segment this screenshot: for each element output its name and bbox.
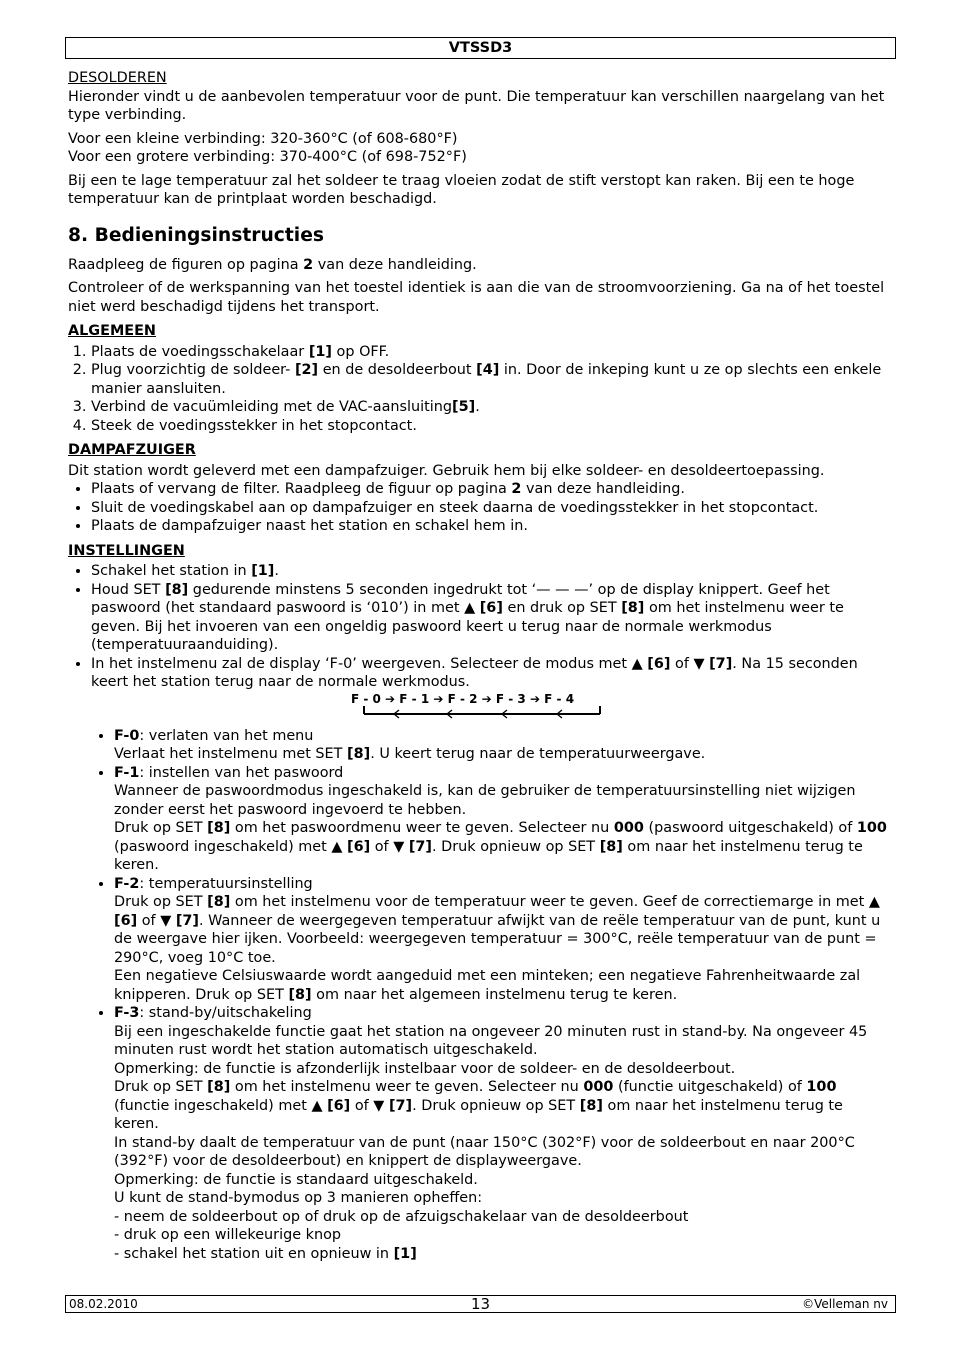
desolderen-warning: Bij een te lage temperatuur zal het soldeer te traag vloeien zodat de stift verstopt kan raken. Bij een te hoge temperatuur kan de printplaat worden beschadigd.	[68, 172, 855, 207]
list-item: • Schakel het station in [1].	[91, 562, 888, 581]
section-title: 8. Bedieningsinstructies	[68, 224, 324, 246]
dampafzuiger-heading: DAMPAFZUIGER	[68, 442, 196, 458]
temp-small: Voor een kleine verbinding: 320-360°C (of 608-680°F)	[68, 130, 458, 147]
desolderen-heading: DESOLDEREN	[68, 70, 167, 86]
list-item: • Sluit de voedingskabel aan op dampafzuiger en steek daarna de voedingsstekker in het stopcontact.	[91, 499, 888, 518]
algemeen-heading: ALGEMEEN	[68, 323, 156, 339]
dampafzuiger-list	[68, 480, 888, 536]
dampafzuiger-intro: Dit station wordt geleverd met een dampafzuiger. Gebruik hem bij elke soldeer- en desoldeertoepassing.	[68, 462, 825, 479]
list-item: 3. Verbind de vacuümleiding met de VAC-aansluiting[5].	[91, 398, 888, 417]
menu-flow-svg	[347, 691, 617, 725]
list-item: • In het instelmenu zal de display ‘F-0’ weergeven. Selecteer de modus met ▲ [6] of ▼ [7]. Na 15 seconden keert het station terug naar de normale werkmodus.	[91, 655, 888, 692]
settings-menu-list	[68, 727, 888, 1264]
desolderen-intro: Hieronder vindt u de aanbevolen temperatuur voor de punt. Die temperatuur kan verschillen naargelang van het type verbinding.	[68, 88, 885, 123]
menu-f0: • F-0: verlaten van het menu Verlaat het instelmenu met SET [8]. U keert terug naar de temperatuurweergave.	[114, 727, 888, 764]
return-arrows	[364, 706, 600, 714]
list-item: • Plaats of vervang de filter. Raadpleeg de figuur op pagina 2 van deze handleiding.	[91, 480, 888, 499]
page-content	[68, 69, 888, 1263]
menu-flow-diagram	[68, 693, 888, 727]
list-item: 4. Steek de voedingsstekker in het stopcontact.	[91, 417, 888, 436]
footer-copyright: ©Velleman nv	[802, 1297, 888, 1311]
list-item: 1. Plaats de voedingsschakelaar [1] op OFF.	[91, 343, 888, 362]
instellingen-list	[68, 562, 888, 692]
desolderen-temps	[68, 130, 888, 167]
footer-date: 08.02.2010	[69, 1297, 138, 1311]
menu-f1: • F-1: instellen van het paswoord Wanneer de paswoordmodus ingeschakeld is, kan de gebruiker de temperatuursinstelling niet wijzigen zonder eerst het paswoord ingevoerd te hebben. Druk op SET [8] om het paswoordmenu weer te geven. Selecteer nu 000 (paswoord uitgeschakeld) of 100 (paswoord ingeschakeld) met ▲ [6] of ▼ [7]. Druk opnieuw op SET [8] om naar het instelmenu terug te keren.	[114, 764, 888, 875]
list-item: 2. Plug voorzichtig de soldeer- [2] en de desoldeerbout [4] in. Door de inkeping kunt u ze op slechts een enkele manier aansluiten.	[91, 361, 888, 398]
list-item: • Houd SET [8] gedurende minstens 5 seconden ingedrukt tot ‘— — —’ op de display knippert. Geef het paswoord (het standaard paswoord is ‘010’) in met ▲ [6] en druk op SET [8] om het instelmenu weer te geven. Bij het invoeren van een ongeldig paswoord keert u terug naar de normale werkmodus (temperatuuraanduiding).	[91, 581, 888, 655]
document-footer	[65, 1295, 896, 1313]
section-intro: Raadpleeg de figuren op pagina 2 van deze handleiding.	[68, 256, 477, 273]
header-title: VTSSD3	[448, 40, 513, 56]
menu-flow-label: F - 0 ➔ F - 1 ➔ F - 2 ➔ F - 3 ➔ F - 4	[351, 691, 575, 706]
temp-large: Voor een grotere verbinding: 370-400°C (of 698-752°F)	[68, 149, 467, 165]
menu-f2: • F-2: temperatuursinstelling Druk op SET [8] om het instelmenu voor de temperatuur weer te geven. Geef de correctiemarge in met ▲ [6] of ▼ [7]. Wanneer de weergegeven temperatuur afwijkt van de reële temperatuur van de punt, kunt u de weergave hier ijken. Voorbeeld: weergegeven temperatuur = 300°C, reële temperatuur van de punt = 290°C, voeg 10°C toe. Een negatieve Celsiuswaarde wordt aangeduid met een minteken; een negatieve Fahrenheitwaarde zal knipperen. Druk op SET [8] om naar het algemeen instelmenu terug te keren.	[114, 875, 888, 1005]
list-item: • Plaats de dampafzuiger naast het station en schakel hem in.	[91, 517, 888, 536]
algemeen-list	[68, 343, 888, 436]
menu-f3: • F-3: stand-by/uitschakeling Bij een ingeschakelde functie gaat het station na ongeveer 20 minuten rust in stand-by. Na ongeveer 45 minuten rust wordt het station automatisch uitgeschakeld. Opmerking: de functie is afzonderlijk instelbaar voor de soldeer- en de desoldeerbout. Druk op SET [8] om het instelmenu weer te geven. Selecteer nu 000 (functie uitgeschakeld) of 100 (functie ingeschakeld) met ▲ [6] of ▼ [7]. Druk opnieuw op SET [8] om naar het instelmenu terug te keren. In stand-by daalt de temperatuur van de punt (naar 150°C (302°F) voor de soldeerbout en naar 200°C (392°F) voor de desoldeerbout) en knippert de displayweergave. Opmerking: de functie is standaard uitgeschakeld. U kunt de stand-bymodus op 3 manieren opheffen: - neem de soldeerbout op of druk op de afzuigschakelaar van de desoldeerbout - druk op een willekeurige knop - schakel het station uit en opnieuw in [1]	[114, 1004, 888, 1263]
page-number: 13	[470, 1295, 491, 1313]
document-header	[65, 37, 896, 59]
instellingen-heading: INSTELLINGEN	[68, 542, 185, 559]
section-check: Controleer of de werkspanning van het toestel identiek is aan die van de stroomvoorziening. Ga na of het toestel niet werd beschadigd tijdens het transport.	[68, 280, 885, 315]
